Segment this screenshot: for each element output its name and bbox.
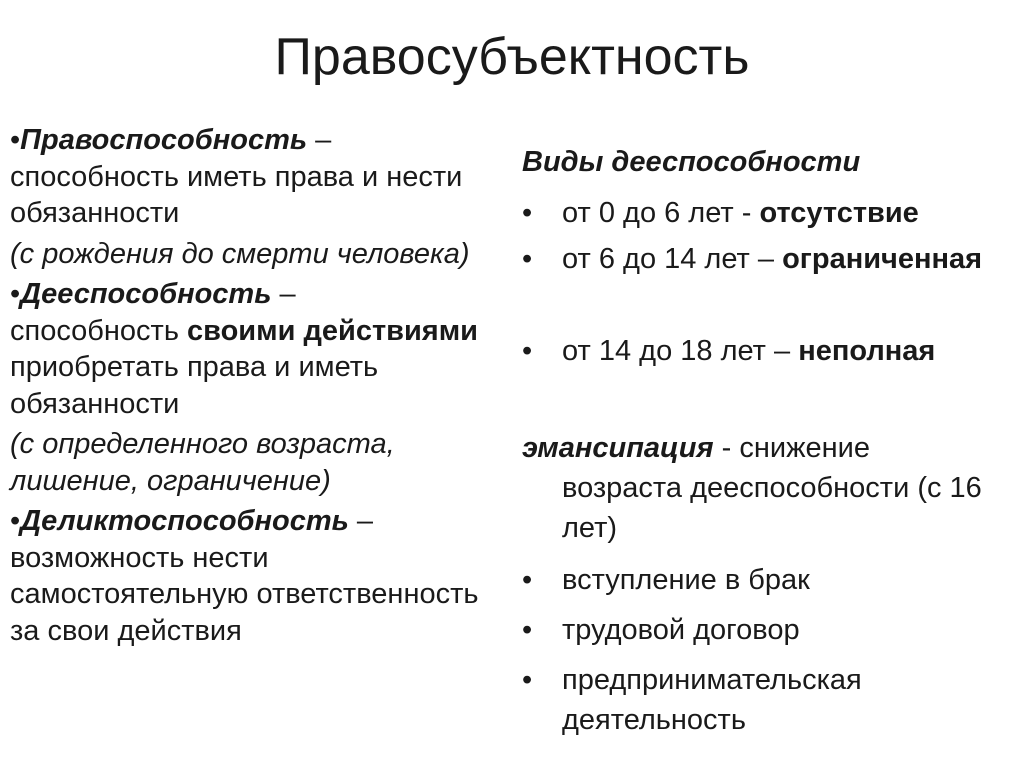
bullet: •	[10, 505, 21, 537]
emancipation-text-first: снижение	[739, 432, 870, 464]
capacity-label: ограниченная	[782, 243, 983, 275]
page-title: Правосубъектность	[274, 28, 750, 86]
emancipation-term: эмансипация	[522, 432, 714, 464]
dash: –	[307, 124, 332, 156]
bullet: •	[522, 664, 533, 696]
dash: -	[713, 432, 740, 464]
bullet: •	[522, 197, 533, 229]
capacity-label: отсутствие	[759, 197, 919, 229]
term-tort-capacity: Деликтоспособность	[20, 505, 349, 537]
definition-part-2: приобретать права и иметь обязанности	[10, 351, 379, 420]
age-range: от 0 до 6 лет -	[562, 197, 760, 229]
ground-label: предпринимательская деятельность	[562, 664, 862, 736]
bullet: •	[522, 614, 533, 646]
age-range: от 6 до 14 лет –	[562, 243, 783, 275]
capacity-types-heading: Виды дееспособности	[522, 146, 861, 178]
bullet: •	[522, 243, 533, 275]
definition-bold: своими действиями	[187, 314, 479, 347]
term-active-capacity: Дееспособность	[20, 278, 272, 310]
term-legal-capacity: Правоспособность	[20, 124, 308, 156]
bullet: •	[522, 335, 533, 367]
ground-label: вступление в брак	[562, 564, 810, 596]
bullet: •	[522, 564, 533, 596]
capacity-label: неполная	[798, 335, 936, 367]
note-legal-capacity: (с рождения до смерти человека)	[10, 237, 470, 270]
definition-part-1: способность	[10, 314, 179, 347]
definition-legal-capacity: способность иметь права и нести обязанности	[10, 160, 463, 229]
bullet: •	[10, 124, 21, 156]
bullet: •	[10, 278, 21, 310]
emancipation-block	[522, 428, 1022, 548]
ground-label: трудовой договор	[562, 614, 800, 646]
dash: –	[271, 278, 296, 310]
emancipation-text-rest: возраста дееспособности (с 16 лет)	[562, 472, 982, 544]
left-column	[10, 122, 480, 649]
definition-tort-capacity: возможность нести самостоятельную ответственность за свои действия	[10, 541, 479, 647]
age-range: от 14 до 18 лет –	[562, 335, 799, 367]
legal-capacity-block	[10, 122, 480, 232]
note-active-capacity: (с определенного возраста, лишение, ограничение)	[10, 428, 395, 497]
tort-capacity-block	[10, 503, 480, 649]
dash: –	[348, 505, 374, 537]
active-capacity-block	[10, 276, 480, 422]
